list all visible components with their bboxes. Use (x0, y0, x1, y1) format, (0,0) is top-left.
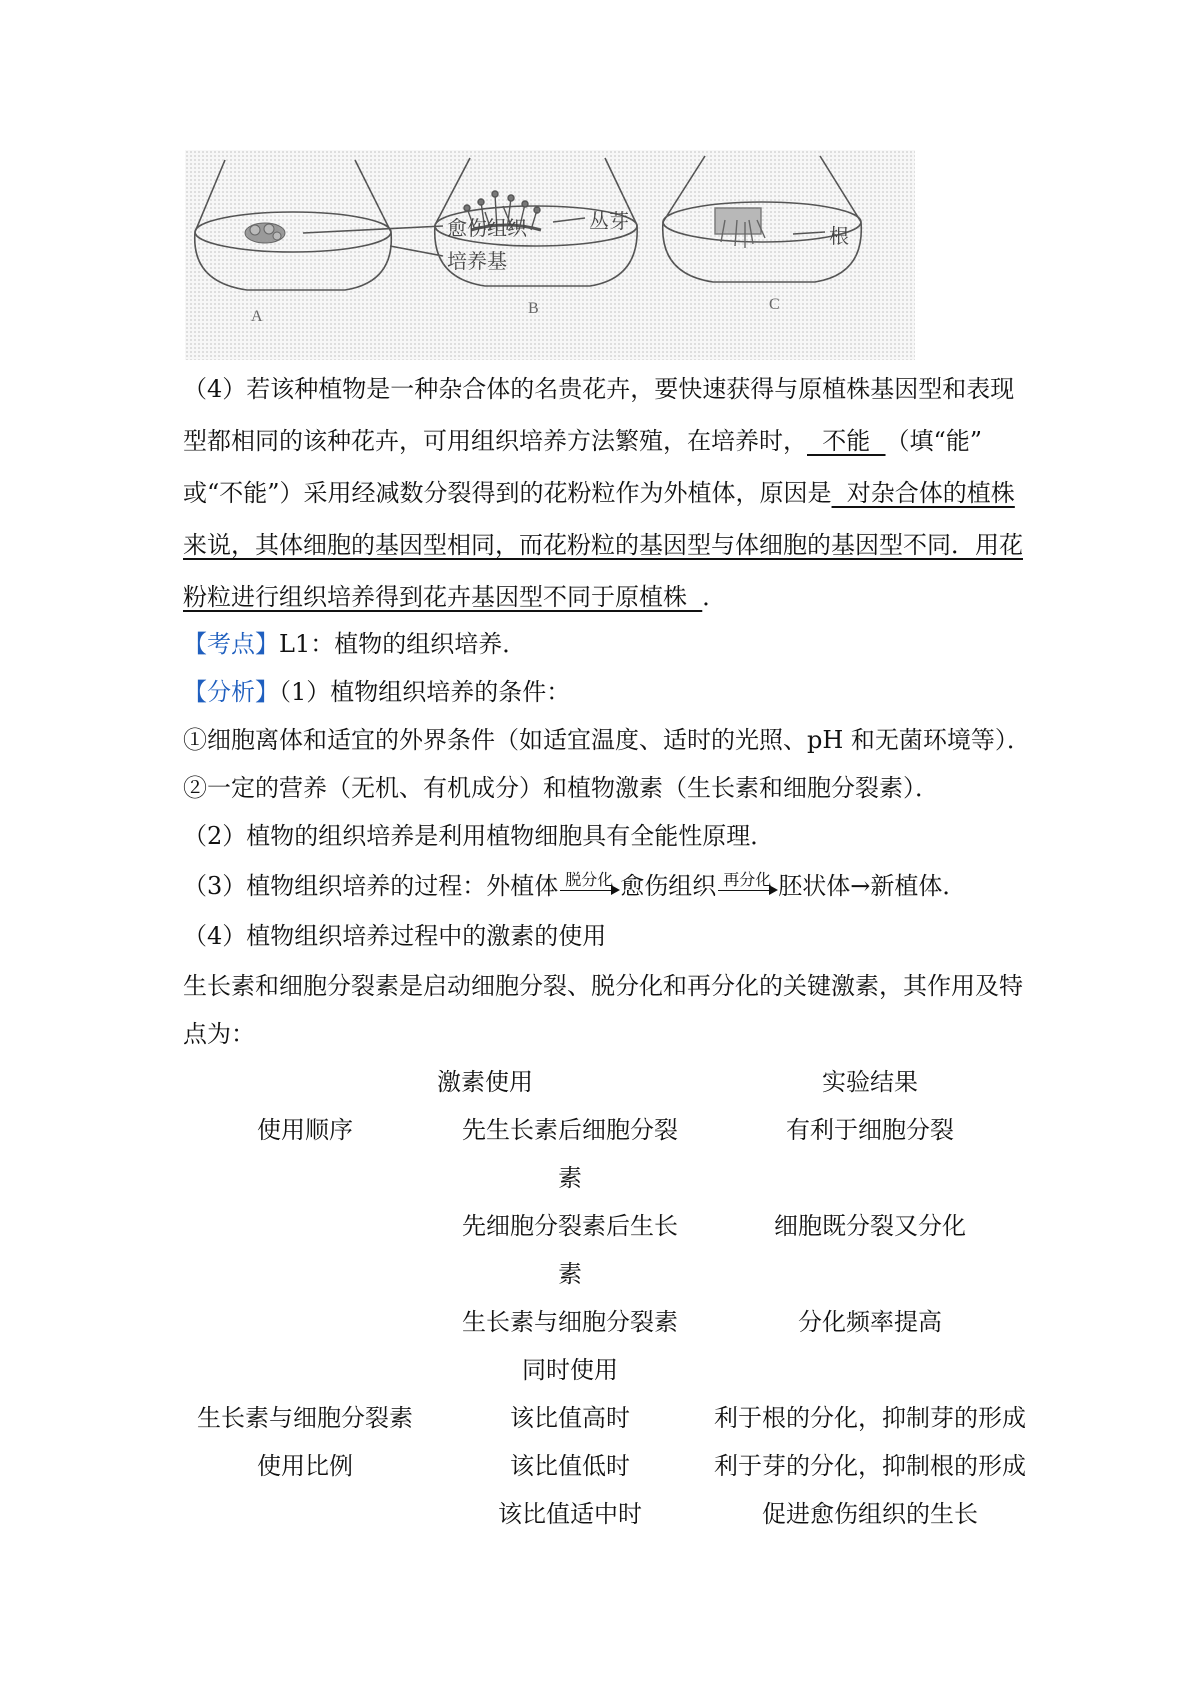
row5-result: 利于芽的分化，抑制根的形成 (714, 1452, 1026, 1480)
q4-line-2-tail: （填“能” (885, 427, 983, 455)
answer-blank-1: 不能 (807, 427, 886, 455)
flask-drawings (185, 150, 915, 360)
table-header-usage: 激素使用 (437, 1068, 533, 1096)
group-ratio-b: 使用比例 (257, 1452, 353, 1480)
fenxi-line-2: ①细胞离体和适宜的外界条件（如适宜温度、适时的光照、pH 和无菌环境等）． (183, 726, 1031, 754)
row4-usage: 该比值高时 (510, 1404, 630, 1432)
kaodian-text: L1：植物的组织培养． (279, 630, 527, 658)
callus-blob (245, 223, 285, 243)
process-start: （3）植物组织培养的过程：外植体 (183, 872, 559, 900)
group-order: 使用顺序 (257, 1116, 353, 1144)
process-mid: 愈伤组织 (620, 872, 717, 900)
q4-line-3-text: 或“不能”）采用经减数分裂得到的花粉粒作为外植体，原因是 (183, 479, 832, 507)
table-header-result: 实验结果 (822, 1068, 918, 1096)
label-roots: 根 (829, 224, 849, 248)
row6-usage: 该比值适中时 (498, 1500, 642, 1528)
process-end: 胚状体→新植体． (778, 872, 967, 900)
answer-line-5: 粉粒进行组织培养得到花卉基因型不同于原植株 (183, 583, 703, 611)
row5-usage: 该比值低时 (510, 1452, 630, 1480)
row4-result: 利于根的分化，抑制芽的形成 (714, 1404, 1026, 1432)
fenxi-line-5 (183, 871, 966, 901)
fenxi-line-3: ②一定的营养（无机、有机成分）和植物激素（生长素和细胞分裂素）． (183, 774, 939, 802)
row3-usage-b: 同时使用 (522, 1356, 618, 1384)
q4-line-2 (183, 426, 982, 456)
kaodian-line (183, 629, 526, 659)
flask-a (195, 160, 392, 290)
q4-line-2-text: 型都相同的该种花卉，可用组织培养方法繁殖，在培养时， (183, 427, 807, 455)
row3-result: 分化频率提高 (798, 1308, 942, 1336)
row2-usage-a: 先细胞分裂素后生长 (462, 1212, 678, 1240)
group-ratio-a: 生长素与细胞分裂素 (197, 1404, 413, 1432)
q4-line-5 (183, 582, 726, 612)
letter-c: C (769, 296, 780, 313)
fenxi-line-7: 生长素和细胞分裂素是启动细胞分裂、脱分化和再分化的关键激素，其作用及特 (183, 972, 1023, 1000)
q4-line-5-tail: ． (702, 583, 727, 611)
flask-c (663, 156, 862, 282)
fenxi-line-1 (183, 677, 570, 707)
row1-usage-b: 素 (558, 1164, 582, 1192)
fenxi-line-8: 点为： (183, 1020, 255, 1048)
fenxi-text-1: （1）植物组织培养的条件： (279, 678, 571, 706)
label-callus: 愈伤组织 (447, 216, 527, 240)
label-medium: 培养基 (447, 249, 507, 273)
fenxi-line-4: （2）植物的组织培养是利用植物细胞具有全能性原理． (183, 822, 775, 850)
label-buds: 丛芽 (589, 209, 629, 233)
q4-line-1: （4）若该种植物是一种杂合体的名贵花卉，要快速获得与原植株基因型和表现 (183, 375, 1015, 403)
row2-usage-b: 素 (558, 1260, 582, 1288)
letter-a: A (251, 308, 263, 325)
kaodian-tag: 【考点】 (183, 630, 279, 658)
arrow-label-2: 再分化 (723, 870, 772, 889)
fenxi-tag: 【分析】 (183, 678, 279, 706)
arrow-dedifferentiation (558, 871, 620, 901)
q4-line-3 (183, 478, 1015, 508)
row1-result: 有利于细胞分裂 (786, 1116, 954, 1144)
culture-figure (185, 150, 915, 360)
letter-b: B (528, 300, 539, 317)
answer-line-4: 来说，其体细胞的基因型相同，而花粉粒的基因型与体细胞的基因型不同．用花 (183, 531, 1023, 559)
row6-result: 促进愈伤组织的生长 (762, 1500, 978, 1528)
fenxi-line-6: （4）植物组织培养过程中的激素的使用 (183, 922, 607, 950)
answer-blank-2: 对杂合体的植株 (831, 479, 1015, 507)
arrow-label-1: 脱分化 (565, 870, 614, 889)
row3-usage-a: 生长素与细胞分裂素 (462, 1308, 678, 1336)
row2-result: 细胞既分裂又分化 (774, 1212, 966, 1240)
row1-usage-a: 先生长素后细胞分裂 (462, 1116, 678, 1144)
arrow-redifferentiation (716, 871, 778, 901)
